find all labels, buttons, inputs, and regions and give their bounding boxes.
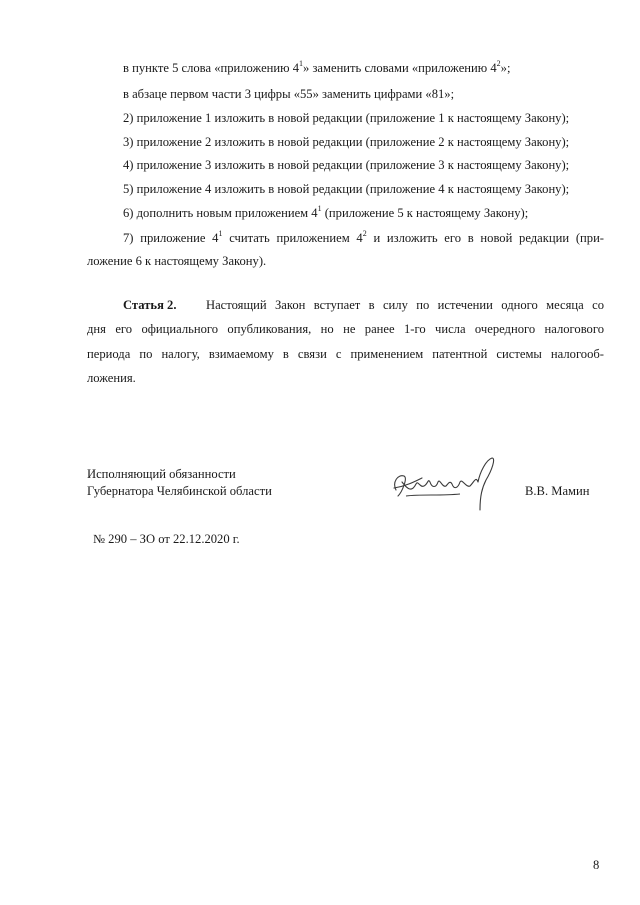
article-2-line-4: ложения. <box>87 371 136 385</box>
law-number-date: № 290 – ЗО от 22.12.2020 г. <box>93 532 240 546</box>
amendment-item-7: 7) приложение $4^1$ считать приложением $4^2$ и изложить его в новой редакции (при- <box>123 228 604 245</box>
amendment-item-2: 2) приложение 1 изложить в новой редакции (приложение 1 к настоящему Закону); <box>123 111 570 125</box>
amendment-item-7-cont: ложение 6 к настоящему Закону). <box>87 254 267 268</box>
amendment-item-4: 4) приложение 3 изложить в новой редакции (приложение 3 к настоящему Закону); <box>123 158 570 172</box>
signatory-name: В.В. Мамин <box>525 484 590 498</box>
article-2-line-2: дня его официального опубликования, но не ранее 1-го числа очередного налогового <box>87 322 604 336</box>
amendment-item-6: 6) дополнить новым приложением $4^1$ (приложение 5 к настоящему Закону); <box>123 203 529 220</box>
signatory-title-line-2: Губернатора Челябинской области <box>87 484 272 498</box>
handwritten-signature <box>388 452 500 512</box>
signatory-title-line-1: Исполняющий обязанности <box>87 467 236 481</box>
amendment-line-2: в абзаце первом части 3 цифры «55» заменить цифрами «81»; <box>123 87 455 101</box>
article-2-line-3: периода по налогу, взимаемому в связи с применением патентной системы налогооб- <box>87 347 604 361</box>
amendment-item-5: 5) приложение 4 изложить в новой редакции (приложение 4 к настоящему Закону); <box>123 182 570 196</box>
page-number: 8 <box>593 858 600 872</box>
article-2-line-1: Статья 2. Настоящий Закон вступает в силу по истечении одного месяца со <box>123 298 604 312</box>
article-2-label: Статья 2. <box>123 298 177 312</box>
amendment-item-3: 3) приложение 2 изложить в новой редакции (приложение 2 к настоящему Закону); <box>123 135 570 149</box>
amendment-line-1: в пункте 5 слова «приложению $4^1$» заменить словами «приложению $4^2$»; <box>123 58 511 75</box>
